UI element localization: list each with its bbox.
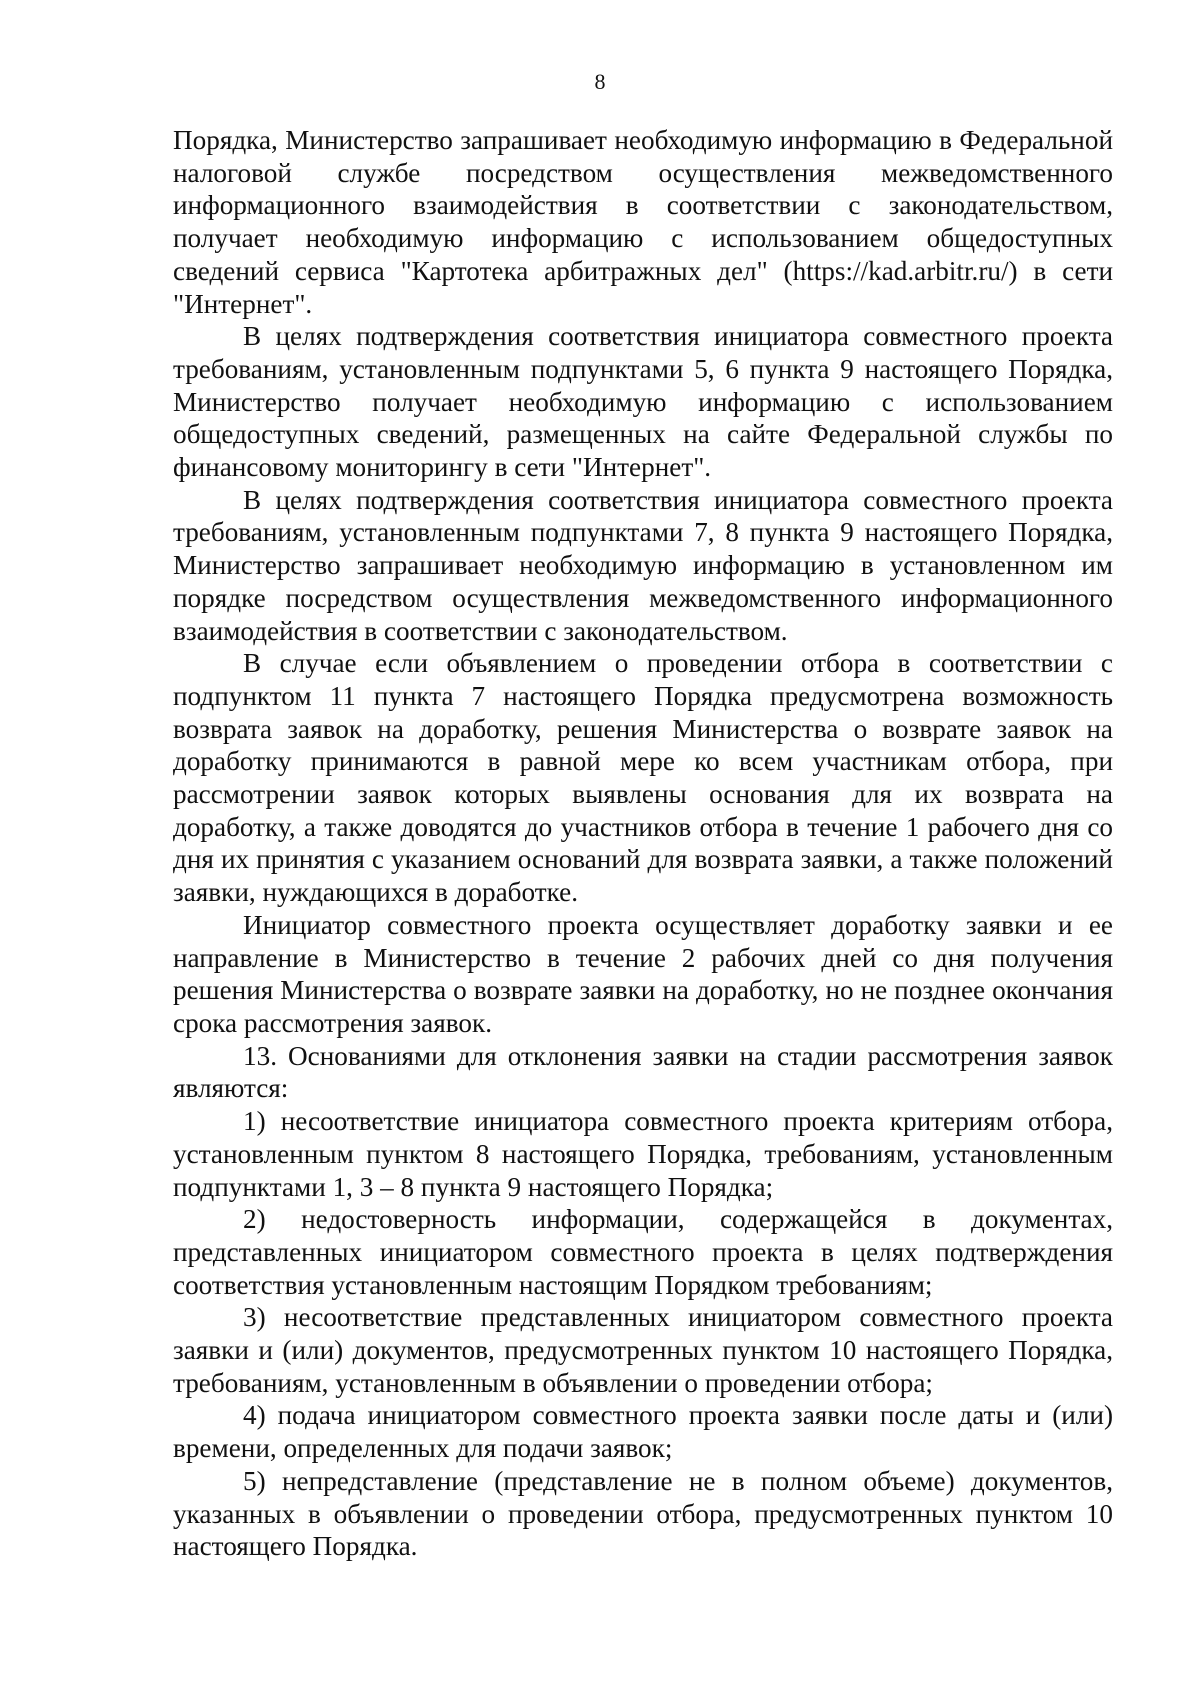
document-body (173, 124, 1113, 1563)
list-item-rejection-2: 2) недостоверность информации, содержащейся в документах, представленных инициатором совместного проекта в целях подтверждения соответствия установленным настоящим Порядком требованиям; (173, 1204, 1113, 1300)
paragraph-revision-deadline: Инициатор совместного проекта осуществляет доработку заявки и ее направление в Министерство в течение 2 рабочих дней со дня получения решения Министерства о возврате заявки на доработку, но не позднее окончания срока рассмотрения заявок. (173, 909, 1113, 1038)
page-number: 8 (594, 69, 606, 94)
list-item-rejection-5: 5) непредставление (представление не в полном объеме) документов, указанных в объявлении о проведении отбора, предусмотренных пунктом 10 настоящего Порядка. (173, 1465, 1113, 1562)
paragraph-interagency-check: В целях подтверждения соответствия инициатора совместного проекта требованиям, установленным подпунктами 7, 8 пункта 9 настоящего Порядка, Министерство запрашивает необходимую информацию в установленном им порядке посредством осуществления межведомственного информационного взаимодействия в соответствии с законодательством. (173, 484, 1113, 646)
paragraph-clause-13-heading: 13. Основаниями для отклонения заявки на стадии рассмотрения заявок являются: (173, 1040, 1113, 1104)
paragraph-fsfm-check: В целях подтверждения соответствия инициатора совместного проекта требованиям, установленным подпунктами 5, 6 пункта 9 настоящего Порядка, Министерство получает необходимую информацию с использованием общедоступных сведений, размещенных на сайте Федеральной службы по финансовому мониторингу в сети "Интернет". (173, 321, 1113, 483)
list-item-rejection-4: 4) подача инициатором совместного проекта заявки после даты и (или) времени, определенных для подачи заявок; (173, 1400, 1113, 1464)
list-item-rejection-1: 1) несоответствие инициатора совместного проекта критериям отбора, установленным пунктом 8 настоящего Порядка, требованиям, установленным подпунктами 1, 3 – 8 пункта 9 настоящего Порядка; (173, 1106, 1113, 1202)
paragraph-continuation: Порядка, Министерство запрашивает необходимую информацию в Федеральной налоговой службе посредством осуществления межведомственного информационного взаимодействия в соответствии с законодательством, получает необходимую информацию с использованием общедоступных сведений сервиса "Картотека арбитражных дел" (https://kad.arbitr.ru/) в сети "Интернет". (173, 125, 1113, 319)
list-item-rejection-3: 3) несоответствие представленных инициатором совместного проекта заявки и (или) документов, предусмотренных пунктом 10 настоящего Порядка, требованиям, установленным в объявлении о проведении отбора; (173, 1302, 1113, 1398)
paragraph-return-for-revision: В случае если объявлением о проведении отбора в соответствии с подпунктом 11 пункта 7 настоящего Порядка предусмотрена возможность возврата заявок на доработку, решения Министерства о возврате заявок на доработку принимаются в равной мере ко всем участникам отбора, при рассмотрении заявок которых выявлены основания для их возврата на доработку, а также доводятся до участников отбора в течение 1 рабочего дня со дня их принятия с указанием оснований для возврата заявки, а также положений заявки, нуждающихся в доработке. (173, 648, 1113, 908)
